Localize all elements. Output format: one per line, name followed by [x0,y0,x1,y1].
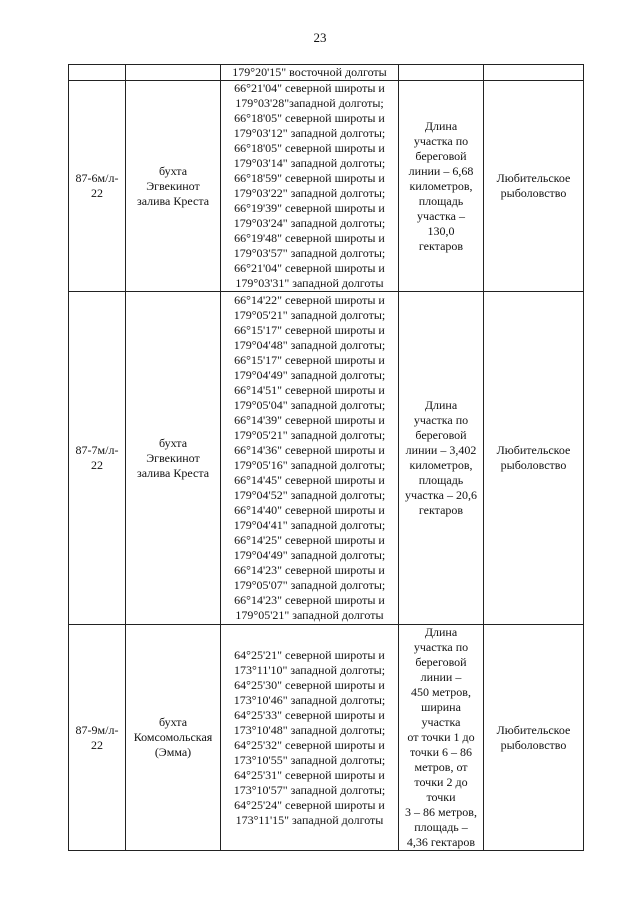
page-number: 23 [313,30,327,45]
coordinates-cell [221,81,399,292]
area-id-cell [69,625,126,851]
coordinates-cell [221,292,399,625]
description-cell-line: метров, от [414,760,468,774]
coordinates-cell-line: 66°14'25" северной широты и [234,533,385,547]
description-cell-line: 4,36 гектаров [406,835,476,849]
description-cell [399,292,484,625]
purpose-cell-line: рыболовство [500,458,567,472]
description-cell-line: Длина [424,118,458,133]
coordinates-cell-line: 179°03'22" западной долготы; [233,186,386,200]
coordinates-cell-line: 66°18'05" северной широты и [234,141,385,155]
coordinates-cell-line: 66°14'40" северной широты и [234,503,385,517]
place-cell [126,81,221,292]
description-cell-line: 450 метров, [411,685,471,699]
coordinates-cell-line: 66°18'05" северной широты и [234,111,385,125]
coordinates-cell-line: 64°25'31" северной широты и [234,767,385,782]
area-id-cell-line: 87-9м/л- [75,722,119,737]
coordinates-cell-line: 173°11'10" западной долготы; [233,662,386,677]
description-cell-line: береговой [415,148,467,163]
description-cell-line: 130,0 [427,223,455,238]
description-cell-line: Длина [424,625,458,639]
coordinates-cell-line: 179°03'12" западной долготы; [233,126,386,140]
place-cell [126,292,221,625]
coordinates-cell-line: 64°25'30" северной широты и [234,677,385,692]
place-cell-line: (Эмма) [154,745,192,759]
purpose-cell [484,65,584,81]
description-cell-line: линии – 6,68 [408,163,474,178]
place-cell [126,625,221,851]
description-cell-line: гектаров [418,238,464,253]
coordinates-cell-line: 66°19'39" северной широты и [234,201,385,215]
place-cell-line: Эгвекинот [146,450,200,465]
table-row [69,625,584,851]
coordinates-cell-line: 173°10'57" западной долготы; [233,782,386,797]
description-cell-line: точки 2 до [414,775,468,789]
area-id-cell [69,81,126,292]
description-cell [399,65,484,81]
purpose-cell-line: рыболовство [500,186,567,200]
coordinates-cell-line: 173°10'55" западной долготы; [233,752,386,767]
description-cell-line: линии – 3,402 [405,443,477,457]
description-cell-line: точки [426,790,456,804]
coordinates-cell-line: 179°03'14" западной долготы; [233,156,386,170]
place-cell-line: Комсомольская [133,730,213,744]
coordinates-cell-line: 64°25'21" северной широты и [234,647,385,662]
coordinates-cell-line: 179°04'49" западной долготы; [233,548,386,562]
coordinates-cell-line: 173°10'48" западной долготы; [233,722,386,737]
purpose-cell [484,625,584,851]
coordinates-cell-line: 66°14'23" северной широты и [234,563,385,577]
purpose-cell-line: Любительское [496,443,571,457]
description-cell-line: участка [421,715,461,729]
coordinates-cell-line: 173°11'15" западной долготы [235,812,384,827]
description-cell-line: участка по [413,413,469,427]
area-id-cell [69,65,126,81]
coordinates-cell-line: 66°14'22" северной широты и [234,293,385,307]
place-cell [126,65,221,81]
area-id-cell [69,292,126,625]
table-row [69,65,584,81]
coordinates-cell-line: 179°04'52" западной долготы; [233,488,386,502]
coordinates-cell-line: 66°21'04" северной широты и [234,261,385,275]
coordinates-cell-line: 66°14'45" северной широты и [234,473,385,487]
coordinates-cell-line: 179°04'49" западной долготы; [233,368,386,382]
coordinates-cell [221,625,399,851]
coordinates-cell-line: 179°20'15" восточной долготы [232,65,387,79]
description-cell-line: участка – 20,6 [405,488,477,502]
coordinates-cell-line: 179°05'07" западной долготы; [233,578,386,592]
coordinates-cell-line: 66°18'59" северной широты и [234,171,385,185]
coordinates-cell-line: 66°15'17" северной широты и [234,323,385,337]
coordinates-cell-line: 66°15'17" северной широты и [234,353,385,367]
coordinates-cell-line: 66°14'51" северной широты и [234,383,385,397]
description-cell-line: линии – [420,670,462,684]
place-cell-line: бухта [158,435,188,450]
coordinates-cell-line: 179°04'41" западной долготы; [233,518,386,532]
coordinates-cell-line: 179°03'31" западной долготы [235,276,384,290]
place-cell-line: залива Креста [136,465,210,480]
coordinates-cell-line: 64°25'33" северной широты и [234,707,385,722]
description-cell-line: 3 – 86 метров, [405,805,477,819]
description-cell-line: площадь [418,473,464,487]
table-row [69,81,584,292]
description-cell-line: ширина [421,700,461,714]
coordinates-cell-line: 179°05'04" западной долготы; [233,398,386,412]
place-cell-line: бухта [158,715,188,729]
coordinates-cell-line: 64°25'32" северной широты и [234,737,385,752]
coordinates-cell-line: 179°04'48" западной долготы; [233,338,386,352]
description-cell-line: береговой [415,655,467,669]
purpose-cell [484,81,584,292]
coordinates-cell-line: 179°05'21" западной долготы [235,608,384,622]
description-cell-line: Длина [424,398,458,412]
coordinates-cell-line: 66°21'04" северной широты и [234,81,385,95]
description-cell [399,81,484,292]
description-cell-line: участка по [413,133,469,148]
area-id-cell-line: 87-7м/л- [75,443,119,457]
area-id-cell-line: 22 [91,737,103,752]
place-cell-line: бухта [158,163,188,178]
coordinates-cell-line: 66°19'48" северной широты и [234,231,385,245]
coordinates-cell-line: 179°03'24" западной долготы; [233,216,386,230]
coordinates-cell-line: 66°14'23" северной широты и [234,593,385,607]
description-cell-line: километров, [409,458,473,472]
purpose-cell-line: рыболовство [500,737,567,752]
coordinates-cell-line: 173°10'46" западной долготы; [233,692,386,707]
purpose-cell [484,292,584,625]
place-cell-line: Эгвекинот [146,178,200,193]
description-cell-line: километров, [409,178,473,193]
description-cell [399,625,484,851]
description-cell-line: участка по [413,640,469,654]
description-cell-line: гектаров [418,503,464,517]
coordinates-cell-line: 66°14'36" северной широты и [234,443,385,457]
description-cell-line: точки 6 – 86 [409,745,473,759]
area-id-cell-line: 22 [91,458,103,472]
coordinates-cell-line: 179°05'21" западной долготы; [233,428,386,442]
coordinates-cell-line: 179°03'28"западной долготы; [235,96,384,110]
coordinates-cell-line: 179°05'21" западной долготы; [233,308,386,322]
description-cell-line: от точки 1 до [407,730,475,744]
coordinates-cell-line: 179°03'57" западной долготы; [233,246,386,260]
place-cell-line: залива Креста [136,193,210,208]
description-cell-line: участка – [417,208,465,223]
coordinates-cell [221,65,399,81]
coordinates-cell-line: 64°25'24" северной широты и [234,797,385,812]
description-cell-line: береговой [415,428,467,442]
coordinates-cell-line: 66°14'39" северной широты и [234,413,385,427]
description-cell-line: площадь – [414,820,468,834]
table-row [69,292,584,625]
area-id-cell-line: 87-6м/л- [75,171,119,185]
fishing-areas-table [68,64,584,851]
area-id-cell-line: 22 [91,186,103,200]
purpose-cell-line: Любительское [496,171,571,185]
purpose-cell-line: Любительское [496,722,571,737]
coordinates-cell-line: 179°05'16" западной долготы; [233,458,386,472]
description-cell-line: площадь [418,193,464,208]
